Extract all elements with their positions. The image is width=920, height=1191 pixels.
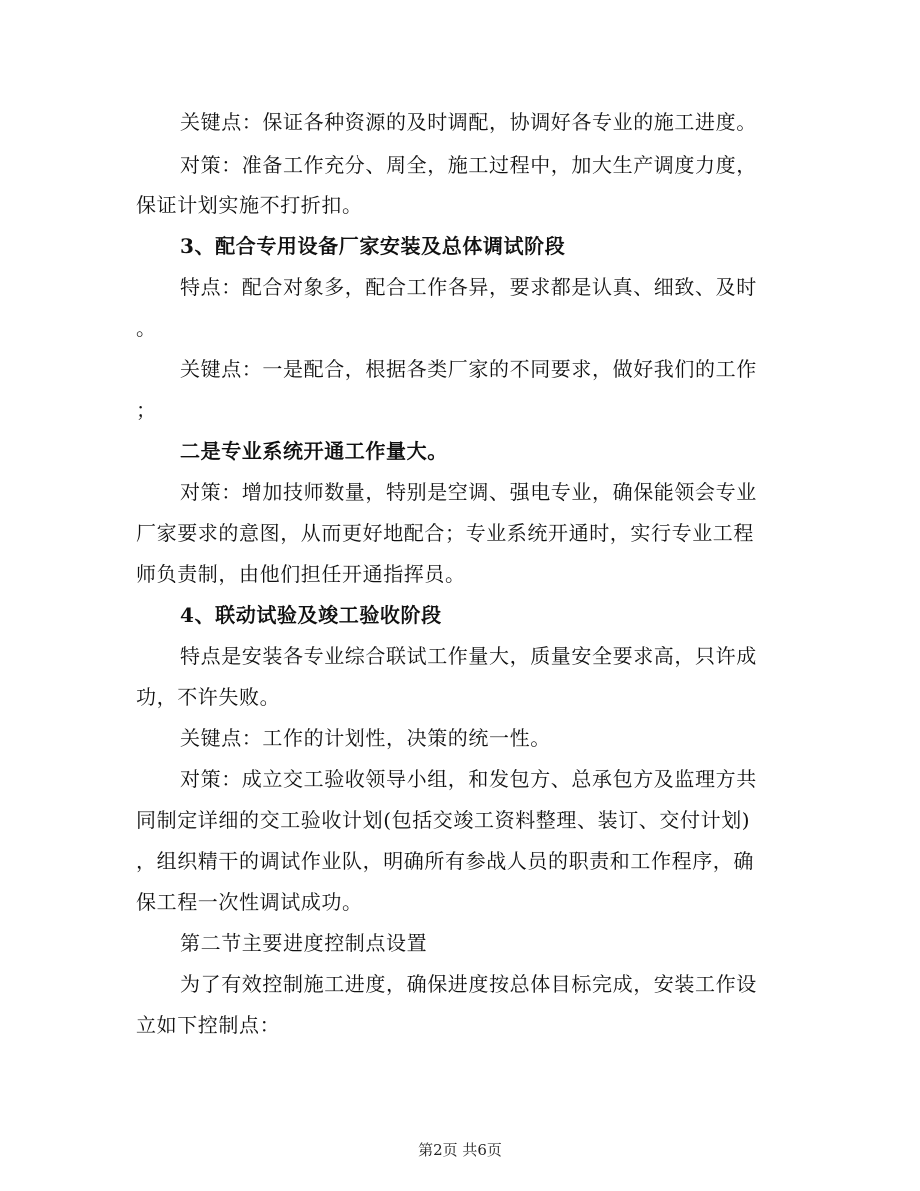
paragraph-line: ，组织精干的调试作业队，明确所有参战人员的职责和工作程序，确 xyxy=(136,849,754,873)
section-heading: 3、配合专用设备厂家安装及总体调试阶段 xyxy=(180,234,566,258)
paragraph-line: ； xyxy=(136,398,157,422)
paragraph-line: 。 xyxy=(136,316,157,340)
paragraph-line: 保证计划实施不打折扣。 xyxy=(136,193,363,217)
section-subheading: 第二节主要进度控制点设置 xyxy=(180,931,428,955)
paragraph-line: 为了有效控制施工进度，确保进度按总体目标完成，安装工作设 xyxy=(180,972,757,996)
paragraph-line: 功，不许失败。 xyxy=(136,685,281,709)
paragraph-line: 保工程一次性调试成功。 xyxy=(136,890,363,914)
paragraph-line: 师负责制，由他们担任开通指挥员。 xyxy=(136,562,466,586)
paragraph-line: 立如下控制点： xyxy=(136,1013,281,1037)
paragraph-line: 对策：增加技师数量，特别是空调、强电专业，确保能领会专业 xyxy=(180,480,757,504)
section-heading: 4、联动试验及竣工验收阶段 xyxy=(180,603,442,627)
paragraph-line: 关键点：一是配合，根据各类厂家的不同要求，做好我们的工作 xyxy=(180,357,757,381)
paragraph-line: 关键点：保证各种资源的及时调配，协调好各专业的施工进度。 xyxy=(180,110,757,134)
paragraph-line: 同制定详细的交工验收计划(包括交竣工资料整理、装订、交付计划) xyxy=(136,808,751,832)
paragraph-line: 厂家要求的意图，从而更好地配合；专业系统开通时，实行专业工程 xyxy=(136,521,754,545)
paragraph-line: 特点是安装各专业综合联试工作量大，质量安全要求高，只许成 xyxy=(180,644,757,668)
paragraph-line: 关键点：工作的计划性，决策的统一性。 xyxy=(180,726,551,750)
section-heading: 二是专业系统开通工作量大。 xyxy=(180,439,448,463)
paragraph-line: 对策：成立交工验收领导小组，和发包方、总承包方及监理方共 xyxy=(180,767,757,791)
paragraph-line: 对策：准备工作充分、周全，施工过程中，加大生产调度力度， xyxy=(180,153,757,177)
paragraph-line: 特点：配合对象多，配合工作各异，要求都是认真、细致、及时 xyxy=(180,275,757,299)
page-number: 第2页 共6页 xyxy=(418,1141,502,1159)
